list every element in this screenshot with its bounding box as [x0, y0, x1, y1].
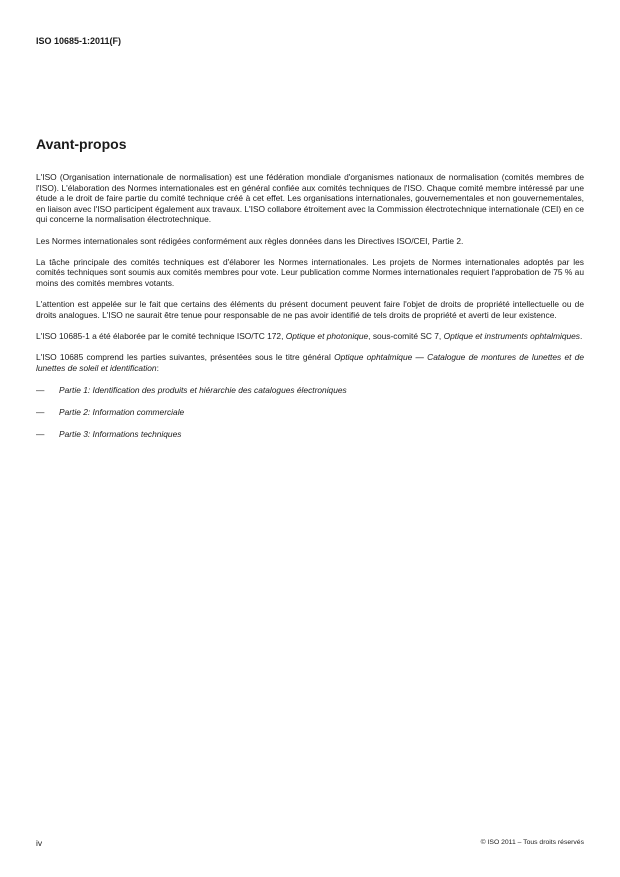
- list-item: [36, 385, 584, 396]
- list-item: [36, 407, 584, 418]
- paragraph: [36, 331, 584, 342]
- document-header: ISO 10685-1:2011(F): [36, 36, 122, 46]
- list-item-text: Partie 3: Informations techniques: [59, 428, 182, 439]
- dash: —: [36, 384, 45, 395]
- copyright: © ISO 2011 – Tous droits réservés: [480, 839, 584, 846]
- paragraph: L'ISO (Organisation internationale de normalisation) est une fédération mondiale d'organismes nationaux de normalisation (comités membres de l'ISO). L'élaboration des Normes internationales est en général confiée aux comités techniques de l'ISO. Chaque comité membre intéressé par une étude a le droit de faire partie du comité technique créé à cet effet. Les organisations internationales, gouvernementales et non gouvernementales, en liaison avec l'ISO participent également aux travaux. L'ISO collabore étroitement avec la Commission électrotechnique internationale (CEI) en ce qui concerne la normalisation électrotechnique.: [36, 172, 584, 225]
- page-number: iv: [36, 838, 43, 848]
- section-title: Avant-propos: [36, 136, 127, 152]
- text: L'ISO 10685 comprend les parties suivantes, présentées sous le titre général: [36, 352, 335, 363]
- dash: —: [36, 406, 45, 417]
- list-item-text: Partie 2: Information commerciale: [59, 406, 185, 417]
- text: .: [579, 330, 583, 341]
- document-body: [36, 172, 584, 451]
- list-item: [36, 429, 584, 440]
- list-item-text: Partie 1: Identification des produits et hiérarchie des catalogues électroniques: [59, 384, 347, 395]
- paragraph: La tâche principale des comités techniques est d'élaborer les Normes internationales. Les projets de Normes internationales adoptés par les comités techniques sont soumis aux comités membres pour vote. Leur publication comme Normes internationales requiert l'approbation de 75 % au moins des comités membres votants.: [36, 256, 584, 288]
- subcommittee-title: Optique et instruments ophtalmiques: [443, 330, 580, 341]
- paragraph: [36, 352, 584, 373]
- paragraph: L'attention est appelée sur le fait que certains des éléments du présent document peuvent faire l'objet de droits de propriété intellectuelle ou de droits analogues. L'ISO ne saurait être tenue pour responsable de ne pas avoir identifié de tels droits de propriété et averti de leur existence.: [36, 299, 584, 320]
- general-title: Optique ophtalmique — Catalogue de montures de lunettes et de lunettes de soleil et identification: [36, 352, 584, 373]
- paragraph: Les Normes internationales sont rédigées conformément aux règles données dans les Directives ISO/CEI, Partie 2.: [36, 235, 464, 246]
- text: :: [156, 362, 159, 373]
- dash: —: [36, 428, 45, 439]
- committee-title: Optique et photonique: [285, 330, 369, 341]
- text: , sous-comité SC 7,: [368, 330, 444, 341]
- text: L'ISO 10685-1 a été élaborée par le comité technique ISO/TC 172,: [36, 330, 286, 341]
